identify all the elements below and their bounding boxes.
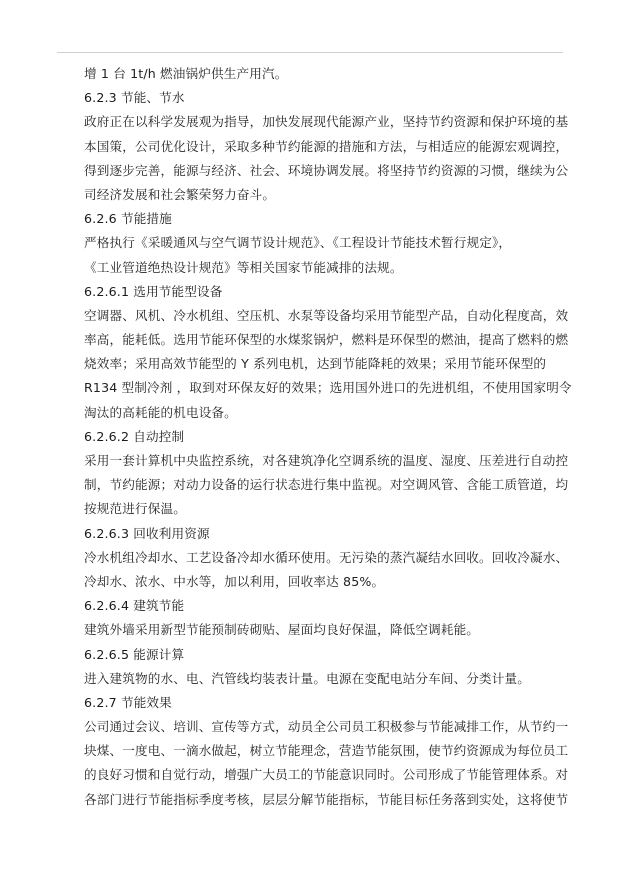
body-line: 增 1 台 1t/h 燃油锅炉供生产用汽。 [84, 66, 288, 81]
header-divider [57, 52, 563, 53]
body-line: 进入建筑物的水、电、汽管线均装表计量。电源在变配电站分车间、分类计量。 [84, 670, 531, 686]
body-line: 制，节约能源；对动力设备的运行状态进行集中监视。对空调风管、含能工质管道，均 [84, 477, 569, 493]
section-heading-6-2-6-4: 6.2.6.4 建筑节能 [84, 598, 185, 614]
section-heading-6-2-6-1: 6.2.6.1 选用节能型设备 [84, 283, 223, 299]
section-heading-6-2-6-5: 6.2.6.5 能源计算 [84, 646, 185, 662]
body-line: 率高，能耗低。选用节能环保型的水煤浆锅炉，燃料是环保型的燃油，提高了燃料的燃 [84, 332, 569, 348]
body-line: 政府正在以科学发展观为指导，加快发展现代能源产业，坚持节约资源和保护环境的基 [84, 114, 569, 130]
body-line: 冷水机组冷却水、工艺设备冷却水循环使用。无污染的蒸汽凝结水回收。回收冷凝水、 [84, 549, 569, 565]
body-line: 烧效率；采用高效节能型的 Y 系列电机，达到节能降耗的效果；采用节能环保型的 [84, 356, 547, 372]
body-line: 块煤、一度电、一滴水做起，树立节能理念，营造节能氛围，使节约资源成为每位员工 [84, 743, 569, 759]
body-line: 淘汰的高耗能的机电设备。 [84, 404, 237, 420]
section-heading-6-2-7: 6.2.7 节能效果 [84, 694, 172, 710]
body-line: 的良好习惯和自觉行动，增强广大员工的节能意识同时。公司形成了节能管理体系。对 [84, 767, 569, 783]
body-line: R134 型制冷剂 ，取到对环保友好的效果；选用国外进口的先进机组，不使用国家明令 [84, 380, 572, 396]
body-line: 司经济发展和社会繁荣努力奋斗。 [84, 186, 276, 202]
section-heading-6-2-6-2: 6.2.6.2 自动控制 [84, 428, 185, 444]
body-line: 得到逐步完善，能源与经济、社会、环境协调发展。将坚持节约资源的习惯，继续为公 [84, 162, 569, 178]
section-heading-6-2-6-3: 6.2.6.3 回收利用资源 [84, 525, 210, 541]
body-line: 按规范进行保温。 [84, 501, 186, 517]
body-line: 严格执行《采暖通风与空气调节设计规范》、《工程设计节能技术暂行规定》， [84, 235, 512, 251]
section-heading-6-2-6: 6.2.6 节能措施 [84, 211, 172, 227]
section-heading-6-2-3: 6.2.3 节能、节水 [84, 90, 185, 106]
body-line: 各部门进行节能指标季度考核，层层分解节能指标，节能目标任务落到实处，这将使节 [84, 791, 569, 807]
body-line: 《工业管道绝热设计规范》等相关国家节能减排的法规。 [84, 259, 403, 275]
body-line: 建筑外墙采用新型节能预制砖砌贴、屋面均良好保温，降低空调耗能。 [84, 622, 480, 638]
body-line: 公司通过会议、培训、宣传等方式，动员全公司员工积极参与节能减排工作，从节约一 [84, 719, 569, 735]
body-line: 冷却水、浓水、中水等，加以利用，回收率达 85%。 [84, 573, 385, 589]
body-line: 采用一套计算机中央监控系统，对各建筑净化空调系统的温度、湿度、压差进行自动控 [84, 453, 569, 468]
body-line: 空调器、风机、冷水机组、空压机、水泵等设备均采用节能型产品，自动化程度高，效 [84, 307, 569, 323]
body-line: 本国策，公司优化设计，采取多种节约能源的措施和方法，与相适应的能源宏观调控， [84, 138, 569, 154]
document-body [84, 62, 570, 812]
